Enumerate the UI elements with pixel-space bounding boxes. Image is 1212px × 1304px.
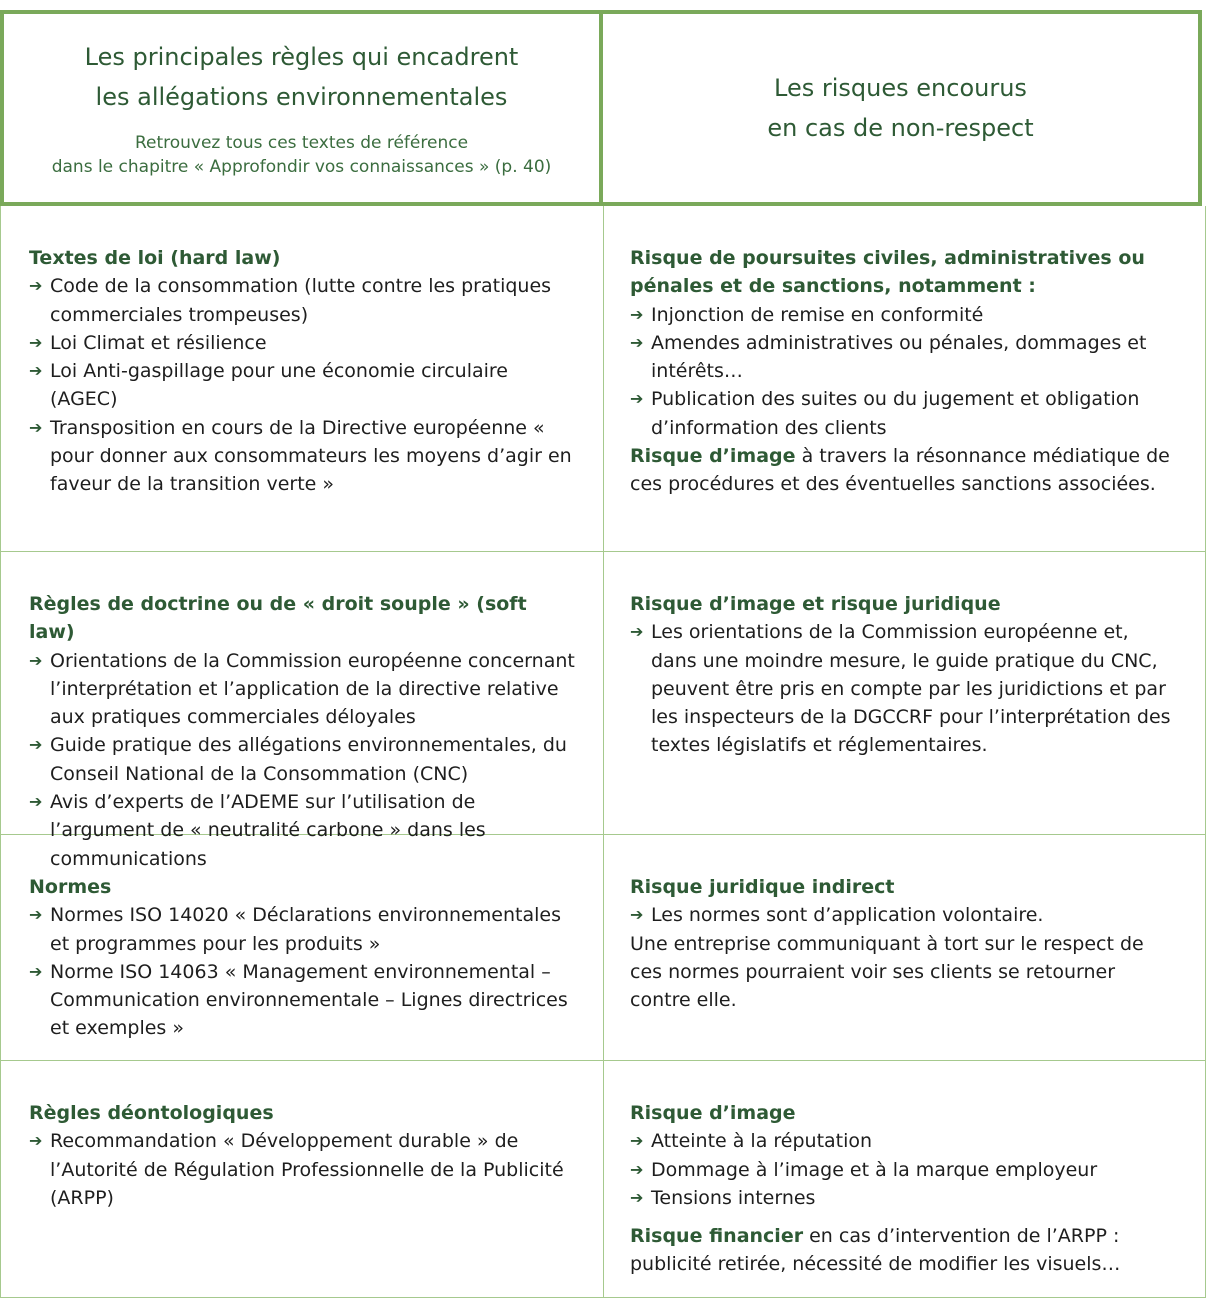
arrow-right-icon: ➔	[29, 905, 43, 925]
arrow-right-icon: ➔	[29, 650, 43, 670]
list-item	[29, 647, 577, 732]
list-item	[630, 385, 1179, 442]
list-item-text: Loi Anti-gaspillage pour une économie circulaire (AGEC)	[50, 360, 508, 411]
header-rules-title	[85, 37, 519, 117]
list-item-text: Publication des suites ou du jugement et obligation d’information des clients	[651, 388, 1140, 439]
list-item-text: Normes ISO 14020 « Déclarations environnementales et programmes pour les produits »	[50, 904, 561, 955]
list-item	[630, 301, 1179, 329]
list-item-text: Atteinte à la réputation	[651, 1130, 873, 1153]
list-item-text: Amendes administratives ou pénales, dommages et intérêts…	[651, 331, 1147, 383]
list-item	[630, 618, 1179, 759]
arrow-right-icon: ➔	[630, 1131, 644, 1151]
list-item	[29, 414, 577, 499]
risk-paragraph	[630, 442, 1179, 499]
header-rules-sub-line1: Retrouvez tous ces textes de référence	[134, 133, 469, 153]
list-item	[630, 901, 1179, 929]
list-item	[29, 272, 577, 329]
list-item-text: Code de la consommation (lutte contre les pratiques commerciales trompeuses)	[50, 275, 552, 326]
arrow-right-icon: ➔	[630, 1187, 644, 1207]
header-risks-title-line1: Les risques encourus	[774, 74, 1027, 102]
list-item-text: Les orientations de la Commission européenne et, dans une moindre mesure, le guide pratique du CNC, peuvent être pris en compte par les juridictions et par les inspecteurs de la DGCCRF pour l’interprétation des textes législatifs et réglementaires.	[651, 621, 1171, 757]
list-item-text: Orientations de la Commission européenne concernant l’interprétation et l’application de la directive relative aux pratiques commerciales déloyales	[50, 649, 575, 729]
arrow-right-icon: ➔	[29, 735, 43, 755]
section-title: Normes	[29, 876, 112, 898]
section-title: Risque d’image	[630, 1102, 796, 1124]
list-item	[29, 731, 577, 788]
list-item-text: Dommage à l’image et à la marque employeur	[651, 1158, 1098, 1181]
list-item	[29, 958, 577, 1043]
risk-cell	[603, 552, 1206, 835]
arrow-right-icon: ➔	[630, 332, 644, 352]
list-item-text: Avis d’experts de l’ADEME sur l’utilisation de l’argument de « neutralité carbone » dans les communications	[50, 791, 486, 870]
header-risks-title-line2: en cas de non-respect	[767, 114, 1034, 142]
list-item	[29, 357, 577, 414]
list-item	[630, 1156, 1179, 1184]
table-header-row	[0, 10, 1206, 206]
rule-cell	[0, 552, 603, 870]
section-title: Risque juridique indirect	[630, 876, 895, 898]
risk-paragraph	[630, 930, 1179, 1015]
table-row	[0, 552, 1206, 870]
list-item-text: Les normes sont d’application volontaire.	[651, 904, 1044, 927]
arrow-right-icon: ➔	[29, 361, 43, 381]
risk-paragraph-text: Une entreprise communiquant à tort sur le respect de ces normes pourraient voir ses clients se retourner contre elle.	[630, 932, 1144, 1012]
section-title: Risque de poursuites civiles, administratives ou pénales et de sanctions, notamment :	[630, 247, 1145, 298]
rule-cell	[0, 835, 603, 1061]
list-item	[29, 329, 577, 357]
list-item	[630, 329, 1179, 386]
rule-cell	[0, 206, 603, 552]
arrow-right-icon: ➔	[29, 332, 43, 352]
risk-cell	[603, 206, 1206, 552]
risk-paragraph-emphasis: Risque financier	[630, 1225, 804, 1248]
rule-cell	[0, 1061, 603, 1298]
list-item-text: Loi Climat et résilience	[50, 331, 267, 354]
arrow-right-icon: ➔	[630, 905, 644, 925]
arrow-right-icon: ➔	[630, 1159, 644, 1179]
arrow-right-icon: ➔	[29, 1131, 43, 1151]
section-title: Textes de loi (hard law)	[29, 247, 281, 269]
list-item-text: Recommandation « Développement durable » de l’Autorité de Régulation Professionnelle de la Publicité (ARPP)	[50, 1130, 564, 1209]
table-row	[0, 1061, 1206, 1298]
header-risks	[599, 10, 1202, 206]
arrow-right-icon: ➔	[630, 304, 644, 324]
arrow-right-icon: ➔	[29, 417, 43, 437]
arrow-right-icon: ➔	[630, 389, 644, 409]
list-item	[29, 1127, 577, 1212]
arrow-right-icon: ➔	[630, 622, 644, 642]
table-row	[0, 835, 1206, 1061]
arrow-right-icon: ➔	[29, 276, 43, 296]
list-item	[630, 1127, 1179, 1155]
risk-paragraph-text: en cas d’intervention de l’ARPP : publicité retirée, nécessité de modifier les visuels…	[630, 1225, 1121, 1276]
list-item	[29, 901, 577, 958]
risk-paragraph-text: à travers la résonnance médiatique de ces procédures et des éventuelles sanctions associées.	[630, 445, 1170, 496]
header-rules-title-line1: Les principales règles qui encadrent	[84, 43, 519, 71]
arrow-right-icon: ➔	[29, 961, 43, 981]
list-item	[630, 1184, 1179, 1212]
rules-risks-table	[0, 10, 1206, 1298]
list-item-text: Guide pratique des allégations environnementales, du Conseil National de la Consommation (CNC)	[50, 734, 567, 785]
list-item-text: Injonction de remise en conformité	[651, 303, 984, 326]
risk-paragraph	[630, 1222, 1179, 1279]
risk-cell	[603, 835, 1206, 1061]
arrow-right-icon: ➔	[29, 792, 43, 812]
header-rules-sub-line2: dans le chapitre « Approfondir vos connaissances » (p. 40)	[51, 157, 552, 177]
list-item-text: Transposition en cours de la Directive européenne « pour donner aux consommateurs les moyens d’agir en faveur de la transition verte »	[50, 416, 572, 496]
header-risks-title	[767, 68, 1033, 148]
risk-cell	[603, 1061, 1206, 1298]
list-item-text: Tensions internes	[651, 1186, 816, 1209]
spacer	[630, 1212, 1179, 1222]
header-rules-subtitle	[52, 131, 552, 179]
header-rules	[0, 10, 603, 206]
risk-paragraph-emphasis: Risque d’image	[630, 445, 796, 468]
section-title: Règles de doctrine ou de « droit souple » (soft law)	[29, 593, 527, 644]
list-item-text: Norme ISO 14063 « Management environnemental – Communication environnementale – Lignes directrices et exemples »	[50, 960, 568, 1040]
section-title: Règles déontologiques	[29, 1102, 274, 1124]
section-title: Risque d’image et risque juridique	[630, 593, 1001, 615]
table-row	[0, 206, 1206, 552]
header-rules-title-line2: les allégations environnementales	[95, 83, 508, 111]
